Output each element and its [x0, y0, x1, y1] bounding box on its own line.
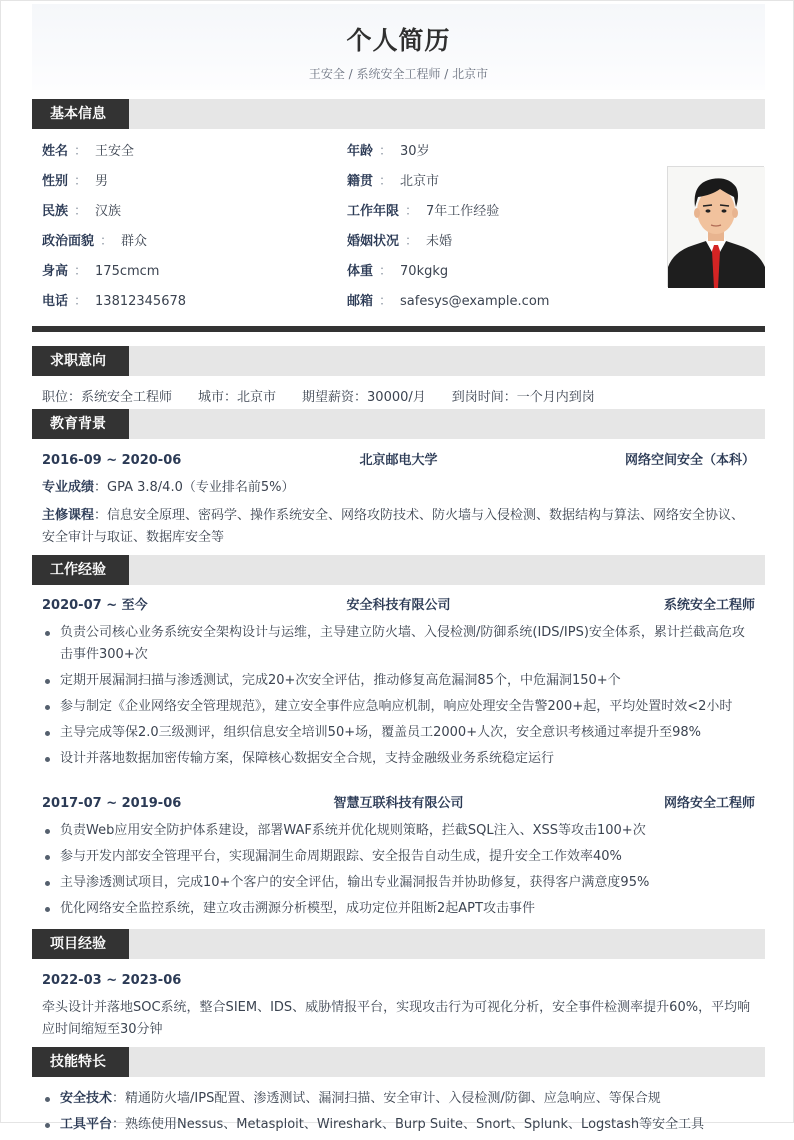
list-item: 主导完成等保2.0三级测评，组织信息安全培训50+场，覆盖员工2000+人次，安全意识考核通过率提升至98% — [42, 722, 756, 744]
info-phone: 电话 ： 13812345678 — [42, 294, 187, 309]
info-ethnicity: 民族 ： 汉族 — [42, 204, 122, 219]
intent-arrival: 到岗时间：一个月内到岗 — [451, 390, 595, 405]
work-bullets-2 — [42, 820, 756, 924]
list-item: 负责Web应用安全防护体系建设，部署WAF系统并优化规则策略，拦截SQL注入、XSS等攻击100+次 — [42, 820, 756, 842]
education-school: 北京邮电大学 — [359, 453, 438, 468]
project-period: 2022-03 ~ 2023-06 — [42, 973, 182, 988]
info-hometown: 籍贯 ： 北京市 — [347, 174, 440, 189]
education-row — [42, 452, 755, 470]
work-company: 智慧互联科技有限公司 — [333, 796, 464, 811]
project-description: 牵头设计并落地SOC系统，整合SIEM、IDS、威胁情报平台，实现攻击行为可视化分析，安全事件检测率提升60%，平均响应时间缩短至30分钟 — [42, 1000, 751, 1037]
divider-bar — [32, 326, 765, 332]
section-tag: 技能特长 — [32, 1047, 129, 1077]
work-period: 2020-07 ~ 至今 — [42, 598, 148, 613]
intent-position: 职位：系统安全工程师 — [42, 390, 173, 405]
project-row — [42, 972, 755, 990]
page-title: 个人简历 — [346, 26, 451, 55]
skills-list — [42, 1088, 756, 1140]
work-period: 2017-07 ~ 2019-06 — [42, 796, 182, 811]
list-item: 主导渗透测试项目，完成10+个客户的安全评估，输出专业漏洞报告并协助修复，获得客户满意度95% — [42, 872, 756, 894]
work-bullets-1 — [42, 622, 756, 774]
list-item: 优化网络安全监控系统，建立攻击溯源分析模型，成功定位并阻断2起APT攻击事件 — [42, 898, 756, 920]
section-header-education — [32, 409, 765, 439]
list-item: 参与制定《企业网络安全管理规范》，建立安全事件应急响应机制，响应处理安全告警200+起，平均处置时效<2小时 — [42, 696, 756, 718]
section-tag: 工作经验 — [32, 555, 129, 585]
education-major: 网络空间安全（本科） — [624, 453, 755, 468]
info-email: 邮箱 ： safesys@example.com — [347, 294, 550, 309]
list-item: 设计并落地数据加密传输方案，保障核心数据安全合规，支持金融级业务系统稳定运行 — [42, 748, 756, 770]
section-tag: 基本信息 — [32, 99, 129, 129]
info-work-years: 工作年限 ： 7年工作经验 — [347, 204, 500, 219]
job-intent-row — [42, 389, 762, 407]
info-age: 年龄 ： 30岁 — [347, 144, 430, 159]
page-subtitle: 王安全 / 系统安全工程师 / 北京市 — [308, 67, 489, 81]
list-item: 工具平台：熟练使用Nessus、Metasploit、Wireshark、Burp Suite、Snort、Splunk、Logstash等安全工具 — [42, 1114, 756, 1136]
list-item: 负责公司核心业务系统安全架构设计与运维，主导建立防火墙、入侵检测/防御系统(IDS/IPS)安全体系，累计拦截高危攻击事件300+次 — [42, 622, 756, 666]
info-political: 政治面貌 ： 群众 — [42, 234, 148, 249]
info-name: 姓名 ： 王安全 — [42, 144, 135, 159]
section-header-project — [32, 929, 765, 959]
work-company: 安全科技有限公司 — [346, 598, 451, 613]
list-item: 安全技术：精通防火墙/IPS配置、渗透测试、漏洞扫描、安全审计、入侵检测/防御、应急响应、等保合规 — [42, 1088, 756, 1110]
list-item: 定期开展漏洞扫描与渗透测试，完成20+次安全评估，推动修复高危漏洞85个，中危漏洞150+个 — [42, 670, 756, 692]
list-item: 参与开发内部安全管理平台，实现漏洞生命周期跟踪、安全报告自动生成，提升安全工作效率40% — [42, 846, 756, 868]
work-row-1 — [42, 597, 755, 615]
work-row-2 — [42, 795, 755, 813]
resume-header — [32, 4, 765, 90]
section-tag: 求职意向 — [32, 346, 129, 376]
info-height: 身高 ： 175cmcm — [42, 264, 160, 279]
info-marital: 婚姻状况 ： 未婚 — [347, 234, 453, 249]
avatar-icon — [668, 167, 765, 288]
avatar-photo — [667, 166, 764, 287]
section-header-intent — [32, 346, 765, 376]
work-role: 网络安全工程师 — [663, 796, 755, 811]
info-weight: 体重 ： 70kgkg — [347, 264, 449, 279]
info-gender: 性别 ： 男 — [42, 174, 109, 189]
intent-city: 城市：北京市 — [198, 390, 277, 405]
education-gpa: 专业成绩：GPA 3.8/4.0（专业排名前5%） — [42, 480, 295, 495]
section-header-skills — [32, 1047, 765, 1077]
section-header-basic — [32, 99, 765, 129]
education-period: 2016-09 ~ 2020-06 — [42, 453, 182, 468]
section-header-work — [32, 555, 765, 585]
work-role: 系统安全工程师 — [663, 598, 755, 613]
intent-salary: 期望薪资：30000/月 — [302, 390, 426, 405]
section-tag: 项目经验 — [32, 929, 129, 959]
section-tag: 教育背景 — [32, 409, 129, 439]
education-courses: 主修课程：信息安全原理、密码学、操作系统安全、网络攻防技术、防火墙与入侵检测、数据结构与算法、网络安全协议、安全审计与取证、数据库安全等 — [42, 508, 745, 545]
